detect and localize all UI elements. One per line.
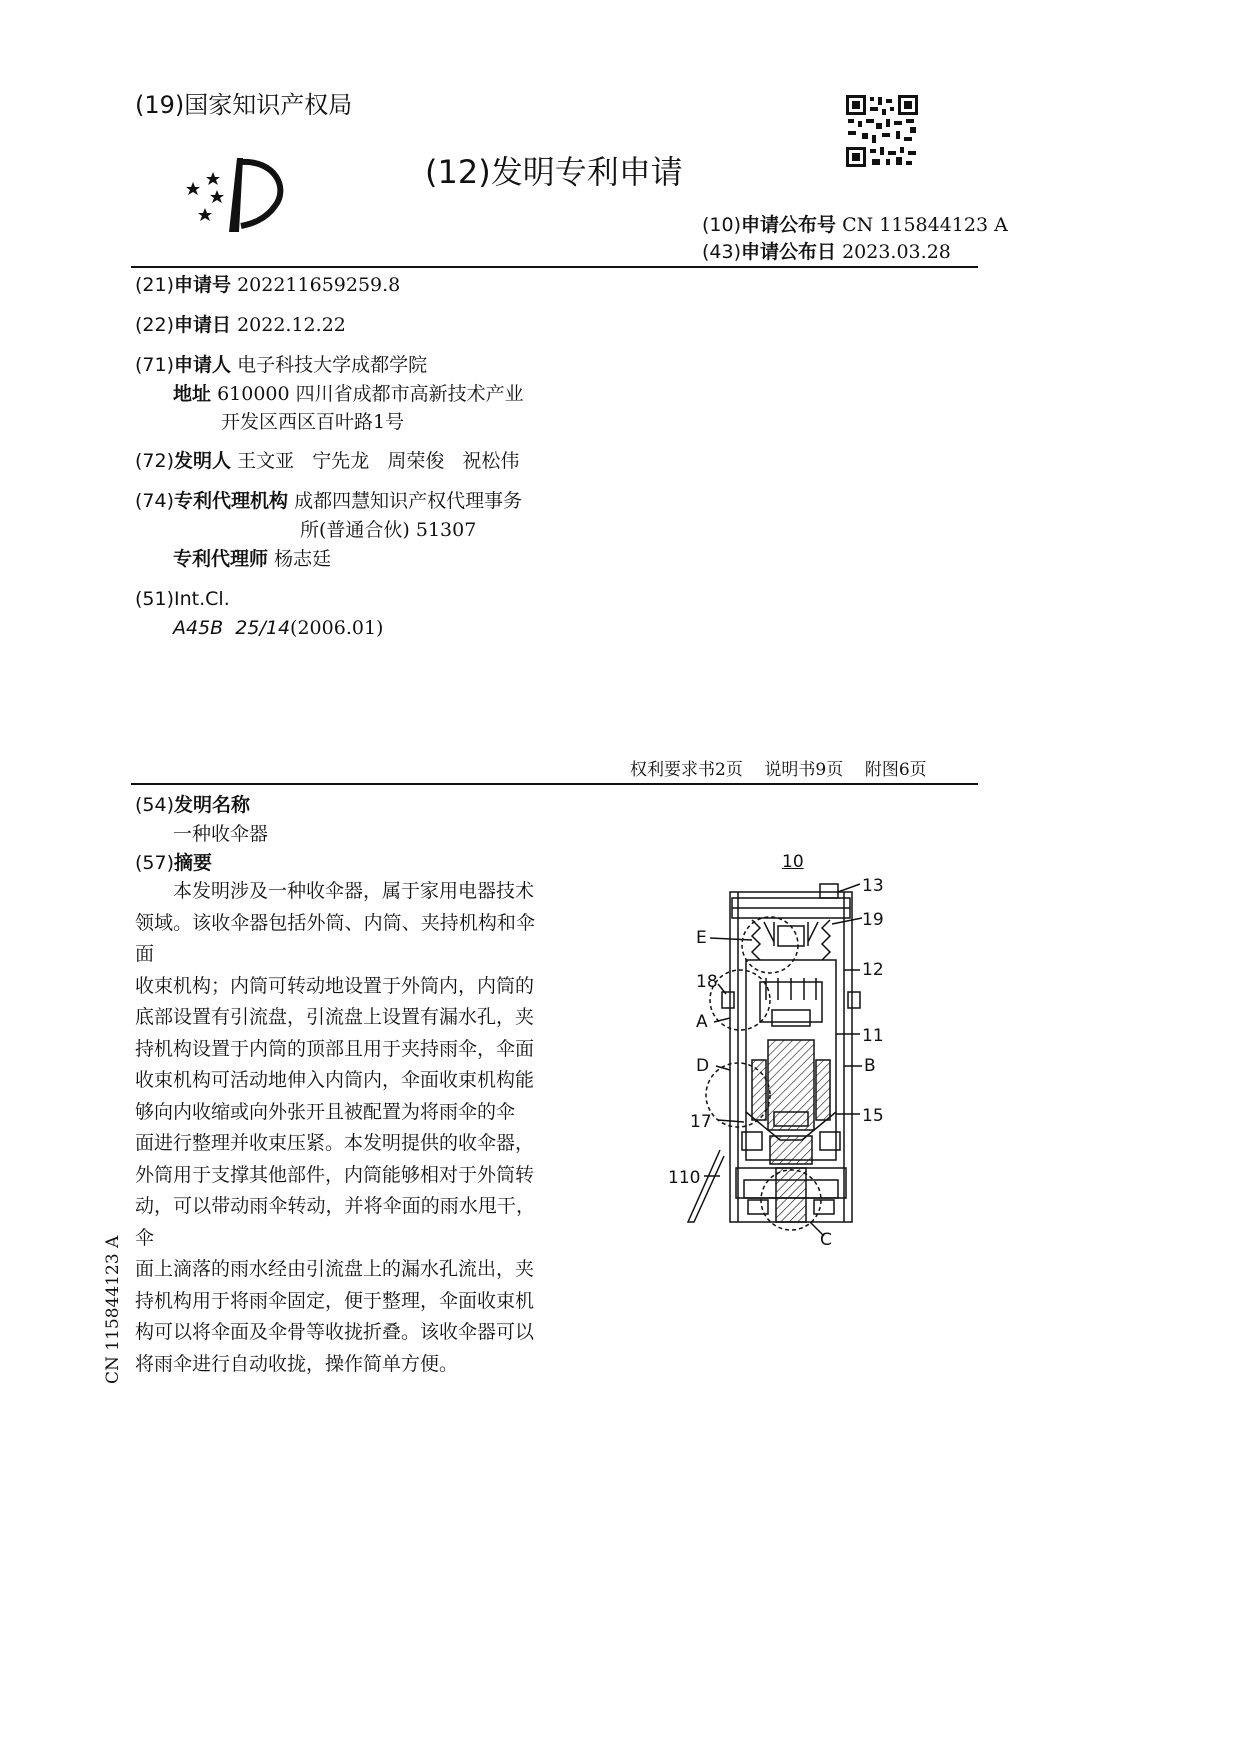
abstract-line: 外筒用于支撑其他部件，内筒能够相对于外筒转 <box>135 1163 535 1186</box>
abstract-line: 面进行整理并收束压紧。本发明提供的收伞器， <box>135 1132 535 1154</box>
application-date: 2022.12.22 <box>237 314 346 336</box>
title-label: 发明名称 <box>174 794 251 816</box>
address-line-2: 开发区西区百叶路1号 <box>221 411 405 433</box>
application-number: 202211659259.8 <box>237 274 401 296</box>
address-label: 地址 <box>173 383 212 405</box>
ipc-class-row <box>173 615 383 641</box>
abstract-line: 收束机构；内筒可转动地设置于外筒内，内筒的 <box>135 974 535 997</box>
application-date-label: 申请日 <box>174 314 232 336</box>
inventors: 王文亚 宁先龙 周荣俊 祝松伟 <box>237 450 520 472</box>
label-A: A <box>696 1012 708 1032</box>
divider <box>131 266 978 268</box>
address-row <box>173 381 524 407</box>
publication-date-row <box>702 239 951 265</box>
agency-line-2: 所(普通合伙) 51307 <box>300 519 477 541</box>
field-code: (22) <box>135 314 175 336</box>
ipc-class: A45B 25/14 <box>173 617 291 639</box>
application-number-row <box>135 272 400 298</box>
divider <box>131 783 978 785</box>
ipc-label: Int.Cl. <box>174 588 230 610</box>
agency-line-1: 成都四慧知识产权代理事务 <box>294 490 523 512</box>
agent: 杨志廷 <box>274 548 332 570</box>
label-E: E <box>696 928 707 948</box>
field-code: (57) <box>135 852 175 874</box>
qr-code <box>846 95 918 167</box>
label-13: 13 <box>862 876 884 896</box>
abstract-line: 持机构用于将雨伞固定，便于整理，伞面收束机 <box>135 1289 535 1312</box>
abstract-line: 收束机构可活动地伸入内筒内，伞面收束机构能 <box>135 1069 535 1091</box>
field-code: (43) <box>702 241 742 263</box>
abstract-line: 动，可以带动雨伞转动，并将伞面的雨水甩干，伞 <box>135 1195 535 1249</box>
abstract-figure <box>660 850 920 1260</box>
label-12: 12 <box>862 960 884 980</box>
office-code: (19) <box>135 91 185 119</box>
field-code: (74) <box>135 490 175 512</box>
abstract-heading-row <box>135 850 212 876</box>
address-line-1: 610000 四川省成都市高新技术产业 <box>217 383 524 405</box>
agency-row <box>135 488 522 514</box>
abstract-line: 构可以将伞面及伞骨等收拢折叠。该收伞器可以 <box>135 1321 535 1343</box>
abstract-line: 将雨伞进行自动收拢，操作简单方便。 <box>135 1352 459 1375</box>
abstract-line: 底部设置有引流盘，引流盘上设置有漏水孔，夹 <box>135 1006 535 1028</box>
agent-label: 专利代理师 <box>173 548 269 570</box>
label-C: C <box>820 1230 832 1250</box>
agency-label: 专利代理机构 <box>174 490 289 512</box>
office-name: 国家知识产权局 <box>184 91 353 119</box>
doc-type-code: (12) <box>425 153 491 191</box>
inventors-label: 发明人 <box>174 450 232 472</box>
doc-type: 发明专利申请 <box>490 153 683 191</box>
publication-date-label: 申请公布日 <box>741 241 837 263</box>
doc-type-line <box>425 152 683 192</box>
agent-row <box>173 546 331 572</box>
application-date-row <box>135 312 346 338</box>
side-publication-number: CN 115844123 A <box>103 1235 123 1384</box>
field-code: (51) <box>135 588 175 610</box>
abstract-label: 摘要 <box>174 852 213 874</box>
applicant: 电子科技大学成都学院 <box>237 354 428 376</box>
field-code: (54) <box>135 794 175 816</box>
figure-number: 10 <box>782 852 804 872</box>
label-15: 15 <box>862 1106 884 1126</box>
label-110: 110 <box>668 1168 701 1188</box>
inventors-row <box>135 448 519 474</box>
abstract-line: 本发明涉及一种收伞器，属于家用电器技术 <box>173 880 535 902</box>
page-counts: 权利要求书2页 说明书9页 附图6页 <box>630 760 927 780</box>
abstract-text <box>135 876 535 1380</box>
ipc-version: (2006.01) <box>290 617 384 639</box>
ipc-row <box>135 586 230 612</box>
label-18: 18 <box>696 972 718 992</box>
invention-title: 一种收伞器 <box>173 823 269 845</box>
applicant-label: 申请人 <box>174 354 232 376</box>
label-B: B <box>864 1056 876 1076</box>
label-11: 11 <box>862 1026 884 1046</box>
abstract-line: 持机构设置于内筒的顶部且用于夹持雨伞，伞面 <box>135 1037 535 1060</box>
abstract-line: 领域。该收伞器包括外筒、内筒、夹持机构和伞面 <box>135 911 535 965</box>
publication-number: CN 115844123 A <box>842 214 1008 236</box>
title-heading-row <box>135 792 250 818</box>
field-code: (72) <box>135 450 175 472</box>
abstract-line: 面上滴落的雨水经由引流盘上的漏水孔流出，夹 <box>135 1258 535 1280</box>
application-number-label: 申请号 <box>174 274 232 296</box>
field-code: (21) <box>135 274 175 296</box>
publication-number-row <box>702 212 1008 238</box>
label-D: D <box>696 1056 710 1076</box>
office-line <box>135 90 352 120</box>
publication-number-label: 申请公布号 <box>741 214 837 236</box>
publication-date: 2023.03.28 <box>842 241 951 263</box>
cnipa-logo <box>183 150 293 235</box>
label-19: 19 <box>862 910 884 930</box>
abstract-line: 够向内收缩或向外张开且被配置为将雨伞的伞 <box>135 1100 516 1123</box>
field-code: (10) <box>702 214 742 236</box>
field-code: (71) <box>135 354 175 376</box>
label-17: 17 <box>690 1112 712 1132</box>
applicant-row <box>135 352 427 378</box>
